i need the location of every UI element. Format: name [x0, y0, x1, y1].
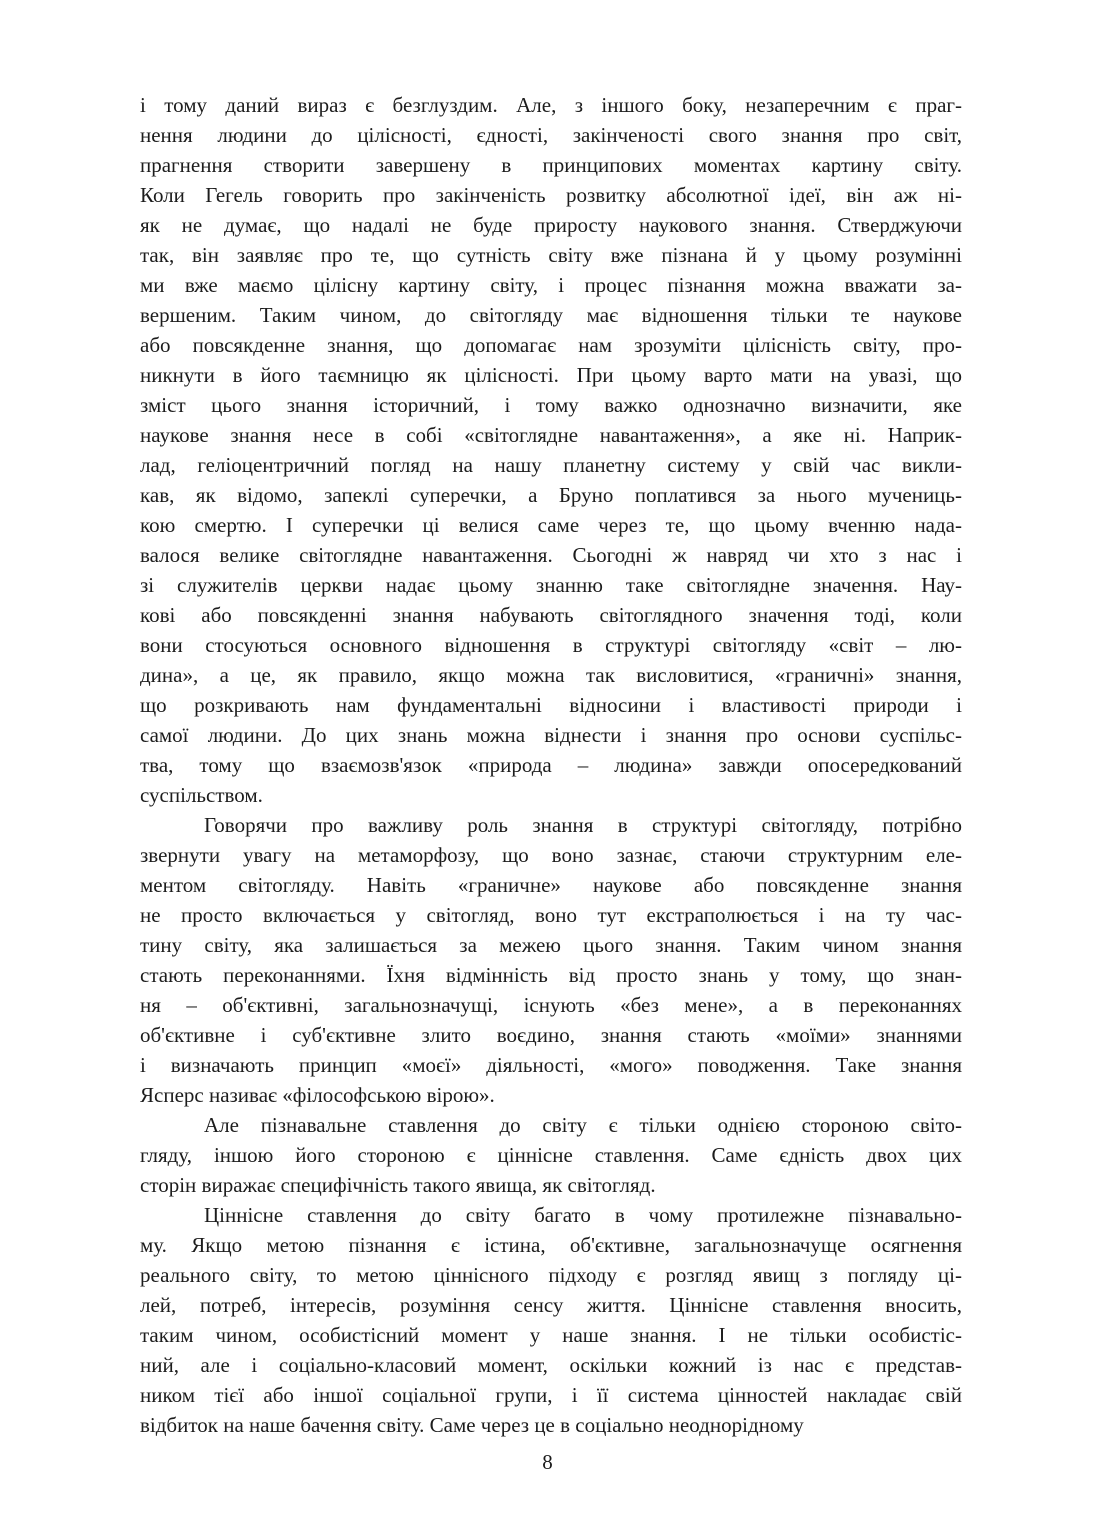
text-line: вершеним. Таким чином, до світогляду має відношення тільки те наукове	[140, 303, 962, 327]
text-line: ми вже маємо цілісну картину світу, і процес пізнання можна вважати за-	[140, 273, 962, 297]
text-line: Ясперс називає «філософською вірою».	[140, 1083, 495, 1107]
text-line: валося велике світоглядне навантаження. Сьогодні ж навряд чи хто з нас і	[140, 543, 962, 567]
text-line: никнути в його таємницю як цілісності. При цьому варто мати на увазі, що	[140, 363, 962, 387]
text-line: що розкривають нам фундаментальні відносини і властивості природи і	[140, 693, 962, 717]
text-line: дина», а це, як правило, якщо можна так висловитися, «граничні» знання,	[140, 663, 962, 687]
text-line: кою смертю. І суперечки ці велися саме через те, що цьому вченню нада-	[140, 513, 962, 537]
text-line: прагнення створити завершену в принципових моментах картину світу.	[140, 153, 962, 177]
text-line: суспільством.	[140, 783, 263, 807]
text-line: реального світу, то метою ціннісного підходу є розгляд явищ з погляду ці-	[140, 1263, 962, 1287]
text-line: зі служителів церкви надає цьому знанню таке світоглядне значення. Нау-	[140, 573, 962, 597]
text-line: відбиток на наше бачення світу. Саме через це в соціально неоднорідному	[140, 1413, 804, 1437]
text-line: таким чином, особистісний момент у наше знання. І не тільки особистіс-	[140, 1323, 962, 1347]
paragraph	[140, 1200, 962, 1440]
text-line: не просто включається у світогляд, воно тут екстраполюється і на ту час-	[140, 903, 962, 927]
text-line: ний, але і соціально-класовий момент, оскільки кожний із нас є представ-	[140, 1353, 962, 1377]
text-line: тва, тому що взаємозв'язок «природа – людина» завжди опосередкований	[140, 753, 962, 777]
text-line: нення людини до цілісності, єдності, закінченості свого знання про світ,	[140, 123, 962, 147]
text-line: так, він заявляє про те, що сутність світу вже пізнана й у цьому розумінні	[140, 243, 962, 267]
text-line: тину світу, яка залишається за межею цього знання. Таким чином знання	[140, 933, 962, 957]
text-line: Але пізнавальне ставлення до світу є тільки однією стороною світо-	[204, 1113, 962, 1137]
text-line: об'єктивне і суб'єктивне злито воєдино, знання стають «моїми» знаннями	[140, 1023, 962, 1047]
text-line: наукове знання несе в собі «світоглядне навантаження», а яке ні. Наприк-	[140, 423, 962, 447]
text-line: лей, потреб, інтересів, розуміння сенсу життя. Ціннісне ставлення вносить,	[140, 1293, 962, 1317]
text-line: самої людини. До цих знань можна віднести і знання про основи суспільс-	[140, 723, 962, 747]
text-line: або повсякденне знання, що допомагає нам зрозуміти цілісність світу, про-	[140, 333, 962, 357]
text-line: і тому даний вираз є безглуздим. Але, з іншого боку, незаперечним є праг-	[140, 93, 962, 117]
text-line: кав, як відомо, запеклі суперечки, а Бруно поплатився за нього мучениць-	[140, 483, 962, 507]
page-number: 8	[542, 1450, 553, 1474]
text-line: ментом світогляду. Навіть «граничне» наукове або повсякденне знання	[140, 873, 962, 897]
text-line: сторін виражає специфічність такого явища, як світогляд.	[140, 1173, 656, 1197]
text-line: вони стосуються основного відношення в структурі світогляду «світ – лю-	[140, 633, 962, 657]
text-line: ником тієї або іншої соціальної групи, і її система цінностей накладає свій	[140, 1383, 962, 1407]
text-line: звернути увагу на метаморфозу, що воно зазнає, стаючи структурним еле-	[140, 843, 962, 867]
page-text	[140, 90, 962, 1440]
text-line: і визначають принцип «моєї» діяльності, «мого» поводження. Таке знання	[140, 1053, 962, 1077]
text-line: лад, геліоцентричний погляд на нашу планетну систему у свій час викли-	[140, 453, 962, 477]
text-line: як не думає, що надалі не буде приросту наукового знання. Стверджуючи	[140, 213, 962, 237]
text-line: стають переконаннями. Їхня відмінність від просто знань у тому, що знан-	[140, 963, 962, 987]
paragraph	[140, 90, 962, 810]
text-line: кові або повсякденні знання набувають світоглядного значення тоді, коли	[140, 603, 962, 627]
text-line: зміст цього знання історичний, і тому важко однозначно визначити, яке	[140, 393, 962, 417]
text-line: ня – об'єктивні, загальнозначущі, існують «без мене», а в переконаннях	[140, 993, 962, 1017]
text-line: Ціннісне ставлення до світу багато в чому протилежне пізнавально-	[204, 1203, 962, 1227]
paragraph	[140, 810, 962, 1110]
text-line: гляду, іншою його стороною є ціннісне ставлення. Саме єдність двох цих	[140, 1143, 962, 1167]
text-line: Говорячи про важливу роль знання в структурі світогляду, потрібно	[204, 813, 962, 837]
text-line: му. Якщо метою пізнання є істина, об'єктивне, загальнозначуще осягнення	[140, 1233, 962, 1257]
text-line: Коли Гегель говорить про закінченість розвитку абсолютної ідеї, він аж ні-	[140, 183, 962, 207]
paragraph	[140, 1110, 962, 1200]
